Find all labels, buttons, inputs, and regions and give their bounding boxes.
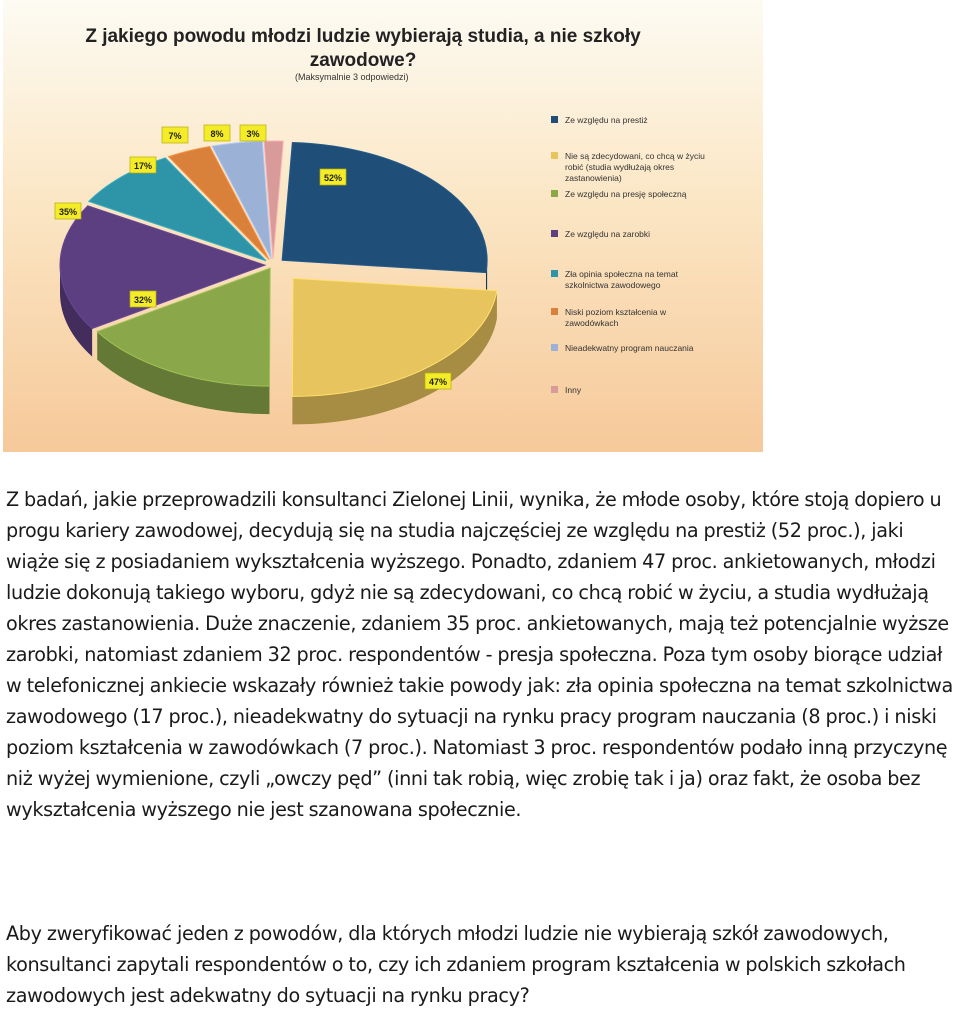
legend-label: Nieadekwatny program nauczania bbox=[565, 343, 694, 353]
legend-label: zawodówkach bbox=[565, 318, 619, 328]
legend-swatch bbox=[551, 344, 558, 351]
pie-data-label: 3% bbox=[246, 129, 260, 139]
legend-swatch bbox=[551, 152, 558, 159]
legend-label: Zła opinia społeczna na temat bbox=[565, 269, 678, 279]
legend-label: Ze względu na zarobki bbox=[565, 229, 651, 239]
legend-swatch bbox=[551, 190, 558, 197]
pie-data-label: 8% bbox=[210, 129, 224, 139]
body-paragraph-1: Z badań, jakie przeprowadzili konsultanci Zielonej Linii, wynika, że młode osoby, które stoją dopiero u progu kariery zawodowej, decydują się na studia najczęściej ze względu na prestiż (52 proc.), jaki wiąże się z posiadaniem wykształcenia wyższego. Ponadto, zdaniem 47 proc. ankietowanych, młodzi ludzie dokonują takiego wyboru, gdyż nie są zdecydowani, co chcą robić w życiu, a studia wydłużają okres zastanowienia. Duże znaczenie, zdaniem 35 proc. ankietowanych, mają też potencjalnie wyższe zarobki, natomiast zdaniem 32 proc. respondentów - presja społeczna. Poza tym osoby biorące udział w telefonicznej ankiecie wskazały również takie powody jak: zła opinia społeczna na temat szkolnictwa zawodowego (17 proc.), nieadekwatny do sytuacji na rynku pracy program nauczania (8 proc.) i niski poziom kształcenia w zawodówkach (7 proc.). Natomiast 3 proc. respondentów podało inną przyczynę niż wyżej wymienione, czyli „owczy pęd” (inni tak robią, więc zrobię tak i ja) oraz fakt, że osoba bez wykształcenia wyższego nie jest szanowana społecznie. bbox=[6, 488, 953, 821]
legend-swatch bbox=[551, 230, 558, 237]
pie-data-label: 52% bbox=[323, 173, 343, 183]
pie-data-label: 47% bbox=[428, 377, 448, 387]
legend-swatch bbox=[551, 270, 558, 277]
legend-swatch bbox=[551, 116, 558, 123]
legend-label: robić (studia wydłużają okres bbox=[565, 162, 675, 172]
legend-label: Ze względu na presję społeczną bbox=[565, 189, 687, 199]
pie-chart-image bbox=[3, 0, 763, 452]
pie-data-label: 17% bbox=[133, 161, 153, 171]
legend-swatch bbox=[551, 386, 558, 393]
chart-title: Z jakiego powodu młodzi ludzie wybierają studia, a nie szkoły bbox=[85, 26, 641, 47]
pie-data-label: 7% bbox=[168, 131, 182, 141]
legend-label: szkolnictwa zawodowego bbox=[565, 280, 661, 290]
pie-chart bbox=[3, 0, 763, 452]
pie-data-label: 35% bbox=[58, 207, 78, 217]
legend-label: Nie są zdecydowani, co chcą w życiu bbox=[565, 151, 705, 161]
pie-data-label: 32% bbox=[133, 295, 153, 305]
legend-label: Ze względu na prestiż bbox=[565, 115, 648, 125]
chart-title-line2: zawodowe? bbox=[309, 50, 417, 71]
legend-label: Inny bbox=[565, 385, 582, 395]
legend-label: Niski poziom kształcenia w bbox=[565, 307, 667, 317]
body-paragraph-2: Aby zweryfikować jeden z powodów, dla których młodzi ludzie nie wybierają szkół zawodowych, konsultanci zapytali respondentów o to, czy ich zdaniem program kształcenia w polskich szkołach zawodowych jest adekwatny do sytuacji na rynku pracy? bbox=[6, 922, 906, 1007]
legend-swatch bbox=[551, 308, 558, 315]
legend-label: zastanowienia) bbox=[565, 173, 622, 183]
chart-subtitle: (Maksymalnie 3 odpowiedzi) bbox=[295, 72, 409, 82]
